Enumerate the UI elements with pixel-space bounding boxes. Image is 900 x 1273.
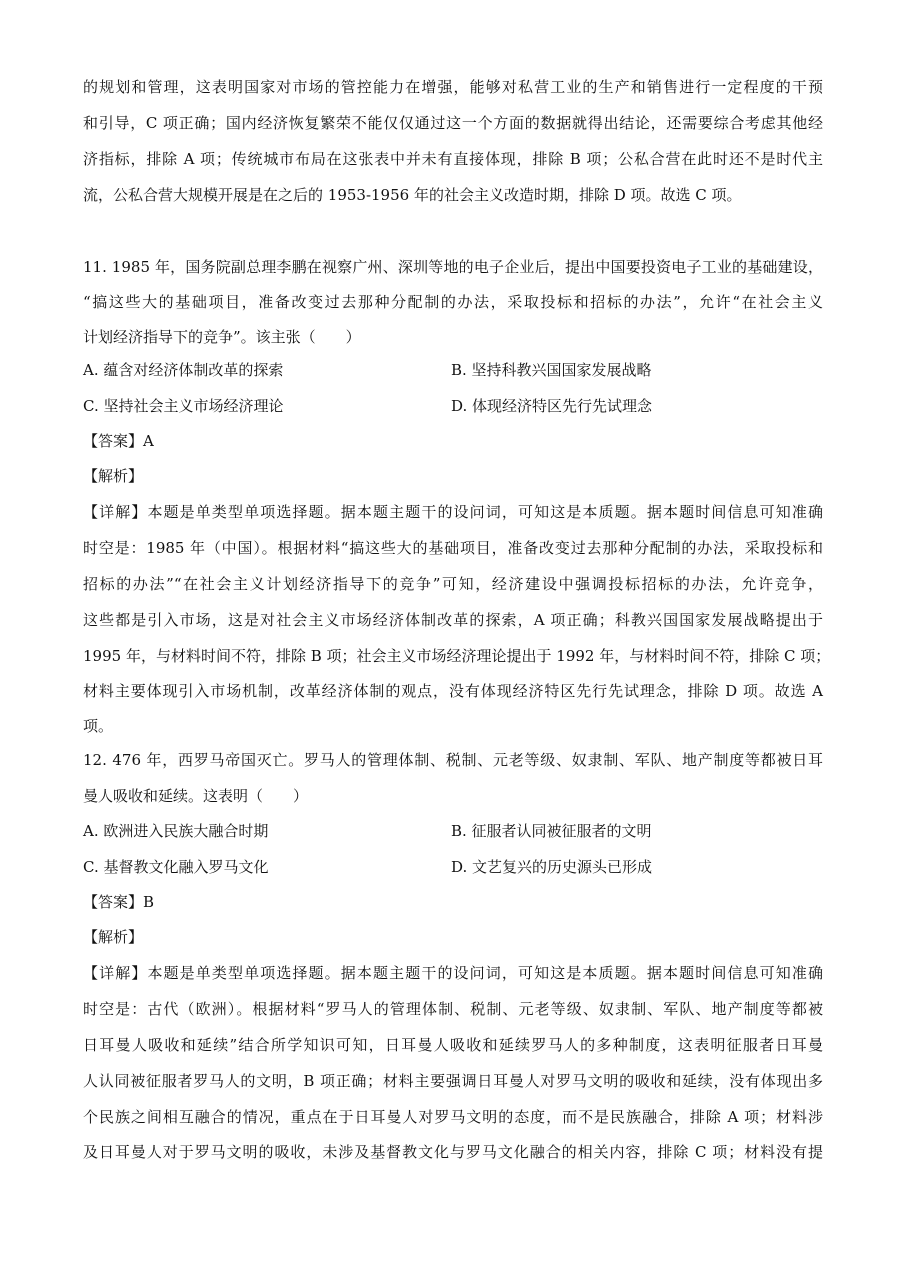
q11-option-c: C. 坚持社会主义市场经济理论 (83, 397, 284, 415)
question-12-stem: 曼人吸收和延续。这表明（ ） (83, 787, 309, 805)
q11-option-d: D. 体现经济特区先行先试理念 (451, 397, 653, 415)
q11-answer: 【答案】A (83, 432, 154, 450)
q12-answer: 【答案】B (83, 893, 155, 911)
q11-detail-line: 1995 年，与材料时间不符，排除 B 项；社会主义市场经济理论提出于 1992 年，与材料时间不符，排除 C 项； (83, 647, 831, 665)
intro-line: 济指标，排除 A 项；传统城市布局在这张表中并未有直接体现，排除 B 项；公私合营在此时还不是时代主 (83, 150, 823, 168)
q11-detail-line: 时空是：1985 年（中国）。根据材料“搞这些大的基础项目，准备改变过去那种分配制的办法，采取投标和 (83, 539, 823, 557)
q12-detail-line: 人认同被征服者罗马人的文明，B 项正确；材料主要强调日耳曼人对罗马文明的吸收和延续，没有体现出多 (83, 1072, 823, 1090)
q12-analysis-label: 【解析】 (83, 928, 144, 946)
q11-detail-line: 这些都是引入市场，这是对社会主义市场经济体制改革的探索，A 项正确；科教兴国国家发展战略提出于 (83, 611, 823, 629)
q11-option-a: A. 蕴含对经济体制改革的探索 (83, 361, 284, 379)
q12-option-b: B. 征服者认同被征服者的文明 (451, 822, 652, 840)
question-12-stem: 12. 476 年，西罗马帝国灭亡。罗马人的管理体制、税制、元老等级、奴隶制、军队、地产制度等都被日耳 (83, 751, 823, 769)
q11-analysis-label: 【解析】 (83, 467, 144, 485)
q12-detail-line: 日耳曼人吸收和延续”结合所学知识可知，日耳曼人吸收和延续罗马人的多种制度，这表明征服者日耳曼 (83, 1036, 823, 1054)
q12-detail-line: 【详解】本题是单类型单项选择题。据本题主题干的设问词，可知这是本质题。据本题时间信息可知准确 (83, 964, 823, 982)
q12-option-c: C. 基督教文化融入罗马文化 (83, 858, 269, 876)
intro-line: 的规划和管理，这表明国家对市场的管控能力在增强，能够对私营工业的生产和销售进行一定程度的干预 (83, 78, 823, 96)
q12-detail-line: 个民族之间相互融合的情况，重点在于日耳曼人对罗马文明的态度，而不是民族融合，排除 A 项；材料涉 (83, 1108, 823, 1126)
q11-detail-line: 招标的办法”“在社会主义计划经济指导下的竞争”可知，经济建设中强调投标招标的办法，允许竞争， (83, 575, 823, 593)
question-11-stem: 11. 1985 年，国务院副总理李鹏在视察广州、深圳等地的电子企业后，提出中国要投资电子工业的基础建设， (83, 258, 823, 276)
q12-detail-line: 及日耳曼人对于罗马文明的吸收，未涉及基督教文化与罗马文化融合的相关内容，排除 C 项；材料没有提 (83, 1143, 823, 1161)
q11-detail-line: 【详解】本题是单类型单项选择题。据本题主题干的设问词，可知这是本质题。据本题时间信息可知准确 (83, 503, 823, 521)
q11-option-b: B. 坚持科教兴国国家发展战略 (451, 361, 652, 379)
question-11-stem: “搞这些大的基础项目，准备改变过去那种分配制的办法，采取投标和招标的办法”，允许“在社会主义 (83, 293, 823, 311)
q12-detail-line: 时空是：古代（欧洲）。根据材料“罗马人的管理体制、税制、元老等级、奴隶制、军队、地产制度等都被 (83, 1000, 823, 1018)
q12-option-d: D. 文艺复兴的历史源头已形成 (451, 858, 653, 876)
intro-line: 流，公私合营大规模开展是在之后的 1953-1956 年的社会主义改造时期，排除 D 项。故选 C 项。 (83, 186, 742, 204)
q11-detail-line: 材料主要体现引入市场机制，改革经济体制的观点，没有体现经济特区先行先试理念，排除 D 项。故选 A (83, 682, 823, 700)
question-11-stem: 计划经济指导下的竞争”。该主张（ ） (83, 328, 361, 346)
q12-option-a: A. 欧洲进入民族大融合时期 (83, 822, 269, 840)
q11-detail-line: 项。 (83, 717, 114, 735)
intro-line: 和引导，C 项正确；国内经济恢复繁荣不能仅仅通过这一个方面的数据就得出结论，还需要综合考虑其他经 (83, 114, 823, 132)
